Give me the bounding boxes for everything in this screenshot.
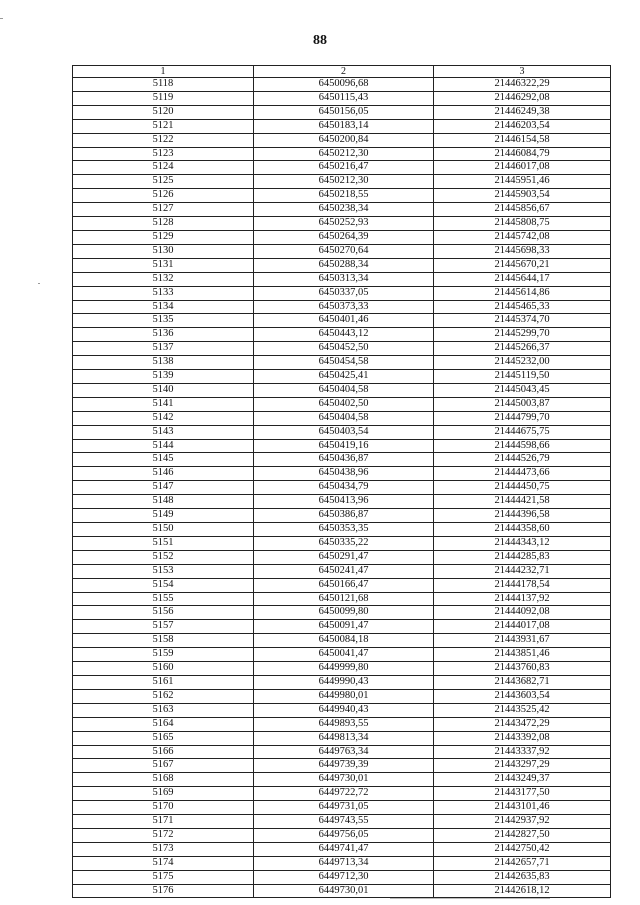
point-number-cell: 5126 <box>73 189 254 203</box>
table-row <box>73 592 611 606</box>
x-coordinate-cell: 6450404,58 <box>254 411 434 425</box>
x-coordinate-cell: 6450373,33 <box>254 300 434 314</box>
table-row <box>73 773 611 787</box>
table-row <box>73 787 611 801</box>
y-coordinate-cell: 21445299,70 <box>434 328 611 342</box>
y-coordinate-cell: 21444178,54 <box>434 578 611 592</box>
y-coordinate-cell: 21445266,37 <box>434 342 611 356</box>
y-coordinate-cell: 21443851,46 <box>434 648 611 662</box>
y-coordinate-cell: 21443525,42 <box>434 703 611 717</box>
column-header-2: 2 <box>254 66 434 78</box>
table-row <box>73 230 611 244</box>
point-number-cell: 5159 <box>73 648 254 662</box>
point-number-cell: 5129 <box>73 230 254 244</box>
table-row <box>73 606 611 620</box>
y-coordinate-cell: 21446249,38 <box>434 105 611 119</box>
y-coordinate-cell: 21444343,12 <box>434 536 611 550</box>
x-coordinate-cell: 6450241,47 <box>254 564 434 578</box>
table-row <box>73 467 611 481</box>
x-coordinate-cell: 6450200,84 <box>254 133 434 147</box>
y-coordinate-cell: 21446017,08 <box>434 161 611 175</box>
point-number-cell: 5163 <box>73 703 254 717</box>
x-coordinate-cell: 6450041,47 <box>254 648 434 662</box>
x-coordinate-cell: 6449999,80 <box>254 662 434 676</box>
column-header-3: 3 <box>434 66 611 78</box>
x-coordinate-cell: 6449990,43 <box>254 675 434 689</box>
y-coordinate-cell: 21446292,08 <box>434 91 611 105</box>
table-row <box>73 133 611 147</box>
table-row <box>73 314 611 328</box>
table-row <box>73 300 611 314</box>
table-row <box>73 342 611 356</box>
y-coordinate-cell: 21444421,58 <box>434 495 611 509</box>
point-number-cell: 5139 <box>73 370 254 384</box>
table-row <box>73 620 611 634</box>
x-coordinate-cell: 6450264,39 <box>254 230 434 244</box>
point-number-cell: 5150 <box>73 523 254 537</box>
point-number-cell: 5145 <box>73 453 254 467</box>
table-row <box>73 286 611 300</box>
y-coordinate-cell: 21443472,29 <box>434 717 611 731</box>
table-row <box>73 439 611 453</box>
y-coordinate-cell: 21446154,58 <box>434 133 611 147</box>
y-coordinate-cell: 21445856,67 <box>434 203 611 217</box>
point-number-cell: 5130 <box>73 244 254 258</box>
y-coordinate-cell: 21442657,71 <box>434 856 611 870</box>
point-number-cell: 5119 <box>73 91 254 105</box>
y-coordinate-cell: 21445644,17 <box>434 272 611 286</box>
x-coordinate-cell: 6450115,43 <box>254 91 434 105</box>
table-row <box>73 801 611 815</box>
table-row <box>73 828 611 842</box>
point-number-cell: 5162 <box>73 689 254 703</box>
table-row <box>73 78 611 92</box>
table-row <box>73 370 611 384</box>
table-row <box>73 425 611 439</box>
table-row <box>73 648 611 662</box>
page-number: 88 <box>313 33 327 48</box>
y-coordinate-cell: 21445808,75 <box>434 217 611 231</box>
y-coordinate-cell: 21443297,29 <box>434 759 611 773</box>
table-body <box>73 78 611 898</box>
y-coordinate-cell: 21443603,54 <box>434 689 611 703</box>
x-coordinate-cell: 6449940,43 <box>254 703 434 717</box>
x-coordinate-cell: 6450212,30 <box>254 147 434 161</box>
x-coordinate-cell: 6450099,80 <box>254 606 434 620</box>
y-coordinate-cell: 21444017,08 <box>434 620 611 634</box>
x-coordinate-cell: 6449743,55 <box>254 815 434 829</box>
table-row <box>73 217 611 231</box>
table-row <box>73 815 611 829</box>
x-coordinate-cell: 6449722,72 <box>254 787 434 801</box>
x-coordinate-cell: 6450096,68 <box>254 78 434 92</box>
table-row <box>73 662 611 676</box>
table-row <box>73 564 611 578</box>
table-row <box>73 189 611 203</box>
y-coordinate-cell: 21442635,83 <box>434 870 611 884</box>
point-number-cell: 5140 <box>73 383 254 397</box>
y-coordinate-cell: 21444232,71 <box>434 564 611 578</box>
table-header-row <box>73 66 611 78</box>
point-number-cell: 5127 <box>73 203 254 217</box>
table-row <box>73 870 611 884</box>
point-number-cell: 5149 <box>73 509 254 523</box>
table-row <box>73 578 611 592</box>
x-coordinate-cell: 6450413,96 <box>254 495 434 509</box>
table-row <box>73 689 611 703</box>
table-row <box>73 383 611 397</box>
table-row <box>73 509 611 523</box>
x-coordinate-cell: 6450454,58 <box>254 356 434 370</box>
x-coordinate-cell: 6449813,34 <box>254 731 434 745</box>
x-coordinate-cell: 6450218,55 <box>254 189 434 203</box>
y-coordinate-cell: 21442750,42 <box>434 842 611 856</box>
point-number-cell: 5121 <box>73 119 254 133</box>
point-number-cell: 5123 <box>73 147 254 161</box>
table-row <box>73 175 611 189</box>
y-coordinate-cell: 21443392,08 <box>434 731 611 745</box>
point-number-cell: 5156 <box>73 606 254 620</box>
table-row <box>73 884 611 898</box>
y-coordinate-cell: 21446322,29 <box>434 78 611 92</box>
point-number-cell: 5155 <box>73 592 254 606</box>
x-coordinate-cell: 6450434,79 <box>254 481 434 495</box>
y-coordinate-cell: 21444450,75 <box>434 481 611 495</box>
x-coordinate-cell: 6450183,14 <box>254 119 434 133</box>
x-coordinate-cell: 6449980,01 <box>254 689 434 703</box>
x-coordinate-cell: 6450156,05 <box>254 105 434 119</box>
point-number-cell: 5142 <box>73 411 254 425</box>
y-coordinate-cell: 21442827,50 <box>434 828 611 842</box>
x-coordinate-cell: 6450337,05 <box>254 286 434 300</box>
point-number-cell: 5120 <box>73 105 254 119</box>
x-coordinate-cell: 6450084,18 <box>254 634 434 648</box>
x-coordinate-cell: 6450353,35 <box>254 523 434 537</box>
y-coordinate-cell: 21443177,50 <box>434 787 611 801</box>
x-coordinate-cell: 6450404,58 <box>254 383 434 397</box>
x-coordinate-cell: 6449730,01 <box>254 773 434 787</box>
x-coordinate-cell: 6450443,12 <box>254 328 434 342</box>
point-number-cell: 5137 <box>73 342 254 356</box>
point-number-cell: 5125 <box>73 175 254 189</box>
x-coordinate-cell: 6450166,47 <box>254 578 434 592</box>
table-row <box>73 105 611 119</box>
point-number-cell: 5131 <box>73 258 254 272</box>
x-coordinate-cell: 6449741,47 <box>254 842 434 856</box>
y-coordinate-cell: 21444092,08 <box>434 606 611 620</box>
point-number-cell: 5166 <box>73 745 254 759</box>
x-coordinate-cell: 6450270,64 <box>254 244 434 258</box>
coordinates-table <box>72 65 611 898</box>
x-coordinate-cell: 6449730,01 <box>254 884 434 898</box>
table-row <box>73 147 611 161</box>
y-coordinate-cell: 21445614,86 <box>434 286 611 300</box>
table-row <box>73 856 611 870</box>
table-row <box>73 244 611 258</box>
y-coordinate-cell: 21444675,75 <box>434 425 611 439</box>
y-coordinate-cell: 21445374,70 <box>434 314 611 328</box>
x-coordinate-cell: 6450452,50 <box>254 342 434 356</box>
table-row <box>73 272 611 286</box>
x-coordinate-cell: 6450438,96 <box>254 467 434 481</box>
y-coordinate-cell: 21446084,79 <box>434 147 611 161</box>
y-coordinate-cell: 21445232,00 <box>434 356 611 370</box>
table-row <box>73 731 611 745</box>
x-coordinate-cell: 6450335,22 <box>254 536 434 550</box>
point-number-cell: 5165 <box>73 731 254 745</box>
y-coordinate-cell: 21445043,45 <box>434 383 611 397</box>
x-coordinate-cell: 6450091,47 <box>254 620 434 634</box>
table-row <box>73 536 611 550</box>
x-coordinate-cell: 6449893,55 <box>254 717 434 731</box>
y-coordinate-cell: 21444396,58 <box>434 509 611 523</box>
table-row <box>73 356 611 370</box>
point-number-cell: 5174 <box>73 856 254 870</box>
point-number-cell: 5175 <box>73 870 254 884</box>
table-row <box>73 119 611 133</box>
point-number-cell: 5173 <box>73 842 254 856</box>
point-number-cell: 5161 <box>73 675 254 689</box>
x-coordinate-cell: 6450403,54 <box>254 425 434 439</box>
y-coordinate-cell: 21444358,60 <box>434 523 611 537</box>
table-row <box>73 203 611 217</box>
point-number-cell: 5160 <box>73 662 254 676</box>
x-coordinate-cell: 6449731,05 <box>254 801 434 815</box>
point-number-cell: 5143 <box>73 425 254 439</box>
y-coordinate-cell: 21445951,46 <box>434 175 611 189</box>
point-number-cell: 5154 <box>73 578 254 592</box>
table-row <box>73 717 611 731</box>
x-coordinate-cell: 6450419,16 <box>254 439 434 453</box>
x-coordinate-cell: 6450291,47 <box>254 550 434 564</box>
y-coordinate-cell: 21445698,33 <box>434 244 611 258</box>
table-row <box>73 523 611 537</box>
x-coordinate-cell: 6450288,34 <box>254 258 434 272</box>
binding-mark-middle <box>38 283 40 284</box>
table-row <box>73 397 611 411</box>
point-number-cell: 5171 <box>73 815 254 829</box>
point-number-cell: 5141 <box>73 397 254 411</box>
point-number-cell: 5168 <box>73 773 254 787</box>
table-row <box>73 411 611 425</box>
x-coordinate-cell: 6449739,39 <box>254 759 434 773</box>
point-number-cell: 5133 <box>73 286 254 300</box>
x-coordinate-cell: 6450238,34 <box>254 203 434 217</box>
column-header-1: 1 <box>73 66 254 78</box>
table-row <box>73 481 611 495</box>
table-row <box>73 703 611 717</box>
x-coordinate-cell: 6450121,68 <box>254 592 434 606</box>
y-coordinate-cell: 21444799,70 <box>434 411 611 425</box>
table-row <box>73 745 611 759</box>
point-number-cell: 5136 <box>73 328 254 342</box>
x-coordinate-cell: 6450401,46 <box>254 314 434 328</box>
x-coordinate-cell: 6450313,34 <box>254 272 434 286</box>
y-coordinate-cell: 21443931,67 <box>434 634 611 648</box>
y-coordinate-cell: 21443337,92 <box>434 745 611 759</box>
y-coordinate-cell: 21446203,54 <box>434 119 611 133</box>
table-row <box>73 161 611 175</box>
table-row <box>73 634 611 648</box>
point-number-cell: 5134 <box>73 300 254 314</box>
point-number-cell: 5170 <box>73 801 254 815</box>
point-number-cell: 5157 <box>73 620 254 634</box>
y-coordinate-cell: 21444526,79 <box>434 453 611 467</box>
x-coordinate-cell: 6450212,30 <box>254 175 434 189</box>
point-number-cell: 5164 <box>73 717 254 731</box>
table-row <box>73 842 611 856</box>
point-number-cell: 5144 <box>73 439 254 453</box>
y-coordinate-cell: 21445670,21 <box>434 258 611 272</box>
y-coordinate-cell: 21444285,83 <box>434 550 611 564</box>
table-row <box>73 759 611 773</box>
table-row <box>73 328 611 342</box>
point-number-cell: 5118 <box>73 78 254 92</box>
y-coordinate-cell: 21445465,33 <box>434 300 611 314</box>
table-row <box>73 495 611 509</box>
y-coordinate-cell: 21442618,12 <box>434 884 611 898</box>
point-number-cell: 5169 <box>73 787 254 801</box>
table-row <box>73 675 611 689</box>
table-row <box>73 91 611 105</box>
y-coordinate-cell: 21442937,92 <box>434 815 611 829</box>
point-number-cell: 5167 <box>73 759 254 773</box>
point-number-cell: 5152 <box>73 550 254 564</box>
point-number-cell: 5135 <box>73 314 254 328</box>
x-coordinate-cell: 6449712,30 <box>254 870 434 884</box>
point-number-cell: 5147 <box>73 481 254 495</box>
y-coordinate-cell: 21444137,92 <box>434 592 611 606</box>
table-row <box>73 550 611 564</box>
x-coordinate-cell: 6450425,41 <box>254 370 434 384</box>
point-number-cell: 5124 <box>73 161 254 175</box>
point-number-cell: 5138 <box>73 356 254 370</box>
y-coordinate-cell: 21444598,66 <box>434 439 611 453</box>
x-coordinate-cell: 6449756,05 <box>254 828 434 842</box>
point-number-cell: 5153 <box>73 564 254 578</box>
y-coordinate-cell: 21443682,71 <box>434 675 611 689</box>
binding-mark-top <box>0 18 3 19</box>
x-coordinate-cell: 6449763,34 <box>254 745 434 759</box>
y-coordinate-cell: 21445742,08 <box>434 230 611 244</box>
y-coordinate-cell: 21445003,87 <box>434 397 611 411</box>
table-row <box>73 258 611 272</box>
y-coordinate-cell: 21445119,50 <box>434 370 611 384</box>
point-number-cell: 5158 <box>73 634 254 648</box>
x-coordinate-cell: 6450216,47 <box>254 161 434 175</box>
y-coordinate-cell: 21443101,46 <box>434 801 611 815</box>
y-coordinate-cell: 21443249,37 <box>434 773 611 787</box>
x-coordinate-cell: 6450386,87 <box>254 509 434 523</box>
x-coordinate-cell: 6450436,87 <box>254 453 434 467</box>
point-number-cell: 5151 <box>73 536 254 550</box>
point-number-cell: 5148 <box>73 495 254 509</box>
point-number-cell: 5132 <box>73 272 254 286</box>
y-coordinate-cell: 21445903,54 <box>434 189 611 203</box>
x-coordinate-cell: 6450252,93 <box>254 217 434 231</box>
point-number-cell: 5172 <box>73 828 254 842</box>
point-number-cell: 5176 <box>73 884 254 898</box>
x-coordinate-cell: 6450402,50 <box>254 397 434 411</box>
table-row <box>73 453 611 467</box>
point-number-cell: 5128 <box>73 217 254 231</box>
y-coordinate-cell: 21444473,66 <box>434 467 611 481</box>
point-number-cell: 5122 <box>73 133 254 147</box>
y-coordinate-cell: 21443760,83 <box>434 662 611 676</box>
point-number-cell: 5146 <box>73 467 254 481</box>
x-coordinate-cell: 6449713,34 <box>254 856 434 870</box>
